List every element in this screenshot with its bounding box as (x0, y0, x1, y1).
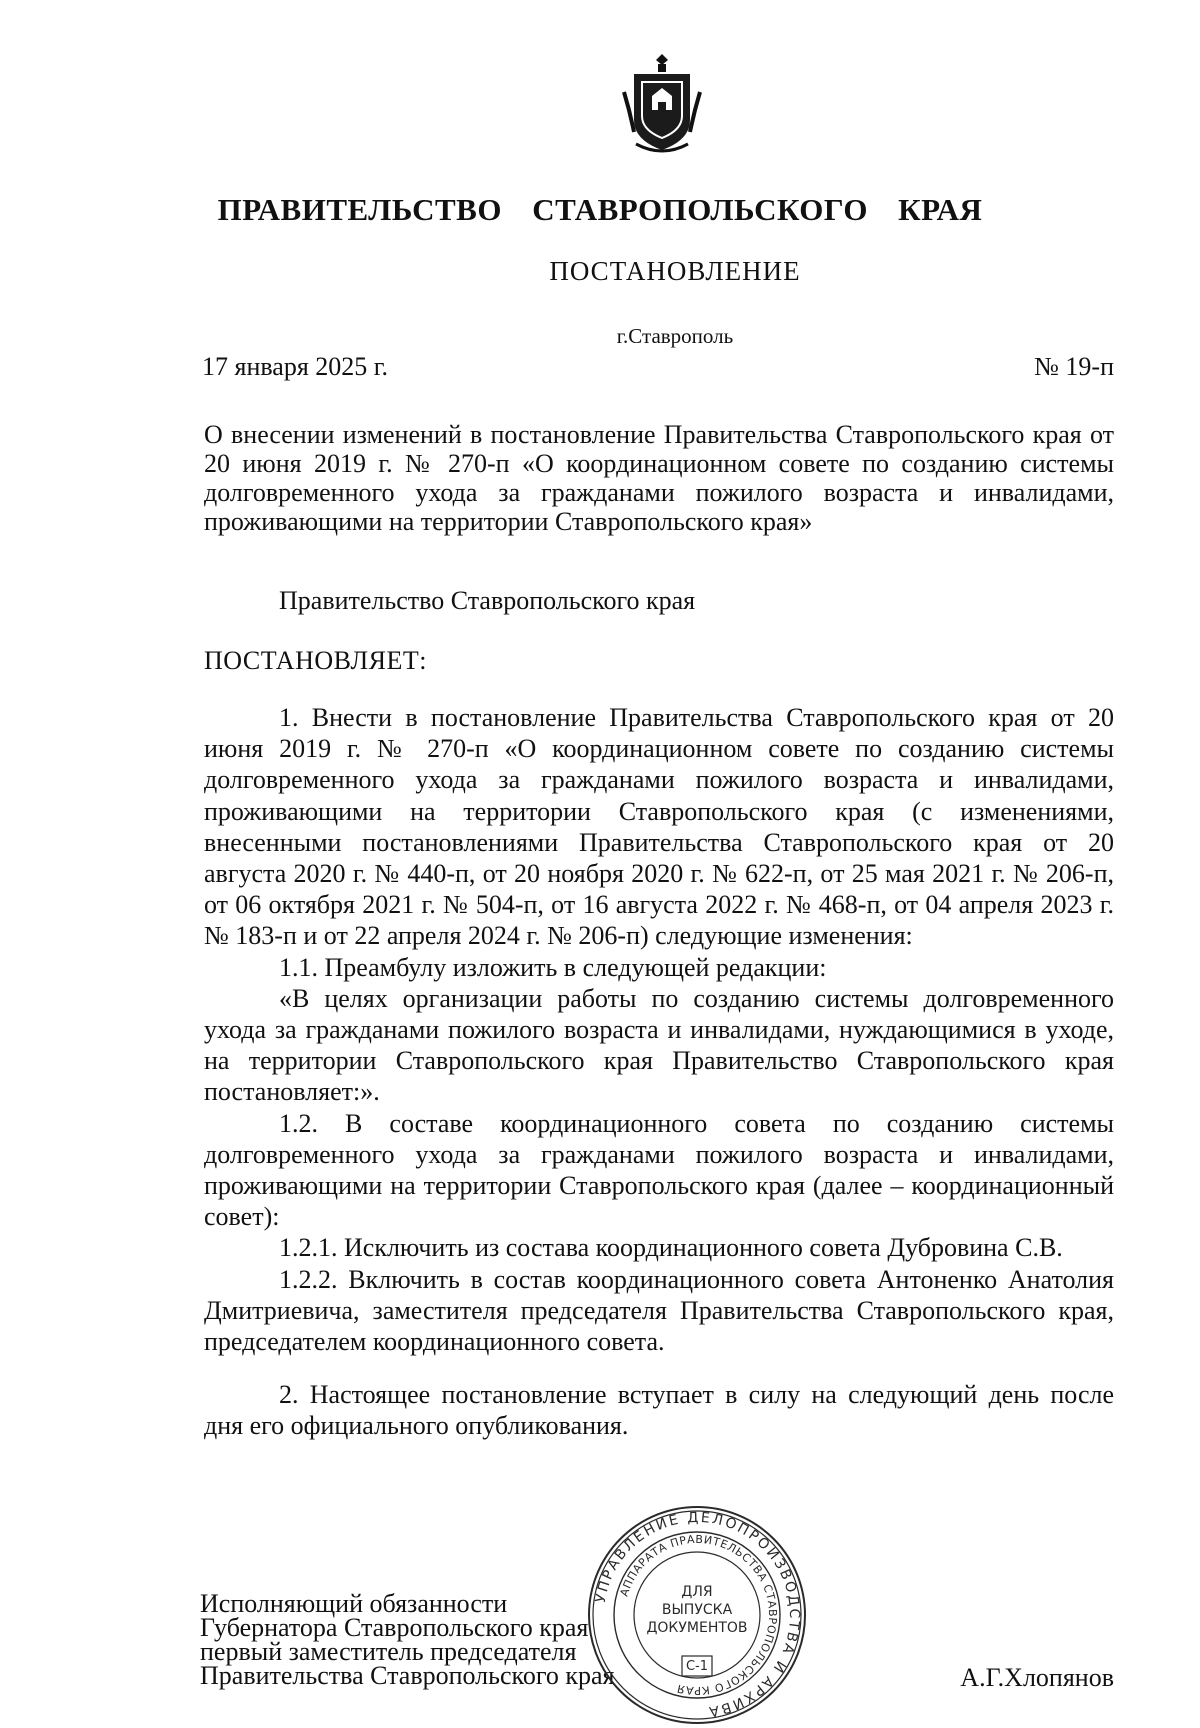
document-body (204, 702, 1114, 1442)
stamp-center-line: ДОКУМЕНТОВ (646, 1620, 748, 1636)
preamble: Правительство Ставропольского края (279, 586, 696, 615)
stamp-center-line: ВЫПУСКА (661, 1602, 733, 1618)
paragraph-1-2: 1.2. В составе координационного совета по созданию системы долговременного ухода за гражданами пожилого возраста и инвалидами, проживающими на территории Ставропольского края (далее – координационный совет): (204, 1108, 1114, 1232)
signer-title-line: Правительства Ставропольского края (200, 1661, 615, 1690)
signer-title-line: первый заместитель председателя (200, 1637, 577, 1666)
city-name: г.Ставрополь (616, 324, 734, 348)
document-type: ПОСТАНОВЛЕНИЕ (549, 256, 801, 286)
paragraph-1-1-quote: «В целях организации работы по созданию системы долговременного ухода за гражданами пожилого возраста и инвалидами, нуждающимися в уходе, на территории Ставропольского края Правительство Ставропольского края постановляет:». (204, 983, 1114, 1107)
signer-name: А.Г.Хлопянов (960, 1663, 1114, 1692)
coat-of-arms-icon (620, 52, 704, 156)
paragraph-1-2-1: 1.2.1. Исключить из состава координационного совета Дубровина С.В. (279, 1233, 1063, 1263)
signer-title-line: Исполняющий обязанности (200, 1589, 508, 1618)
signer-title-line: Губернатора Ставропольского края (200, 1613, 589, 1642)
stamp-inner-text: АППАРАТА ПРАВИТЕЛЬСТВА СТАВРОПОЛЬСКОГО КРАЯ (617, 1532, 780, 1698)
paragraph-1: 1. Внести в постановление Правительства Ставропольского края от 20 июня 2019 г. № 270-п «О координационном совете по созданию системы долговременного ухода за гражданами пожилого возраста и инвалидами, проживающими на территории Ставропольского края (с изменениями, внесенными постановлениями Правительства Ставропольского края от 20 августа 2020 г. № 440-п, от 20 ноября 2020 г. № 622-п, от 25 мая 2021 г. № 206-п, от 06 октября 2021 г. № 504-п, от 16 августа 2022 г. № 468-п, от 04 апреля 2023 г. № 183-п и от 22 апреля 2024 г. № 206-п) следующие изменения: (204, 703, 1114, 951)
document-date: 17 января 2025 г. (202, 352, 389, 381)
stamp-code: С-1 (685, 1659, 709, 1674)
resolves-heading: ПОСТАНОВЛЯЕТ: (204, 646, 427, 675)
document-subject: О внесении изменений в постановление Правительства Ставропольского края от 20 июня 2019 г. № 270-п «О координационном совете по созданию системы долговременного ухода за гражданами пожилого возраста и инвалидами, проживающими на территории Ставропольского края» (204, 420, 1114, 536)
paragraph-1-2-2: 1.2.2. Включить в состав координационного совета Антоненко Анатолия Дмитриевича, заместителя председателя Правительства Ставропольского края, председателем координационного совета. (204, 1264, 1114, 1357)
government-title: ПРАВИТЕЛЬСТВО СТАВРОПОЛЬСКОГО КРАЯ (217, 192, 983, 227)
stamp-outer-text: УПРАВЛЕНИЕ ДЕЛОПРОИЗВОДСТВА И АРХИВА (592, 1509, 803, 1720)
stamp-center-line: ДЛЯ (681, 1584, 713, 1600)
document-number: № 19-п (1034, 352, 1114, 381)
paragraph-2: 2. Настоящее постановление вступает в силу на следующий день после дня его официального опубликования. (204, 1380, 1114, 1441)
paragraph-1-1: 1.1. Преамбулу изложить в следующей редакции: (279, 952, 827, 982)
official-stamp-icon (584, 1502, 810, 1728)
